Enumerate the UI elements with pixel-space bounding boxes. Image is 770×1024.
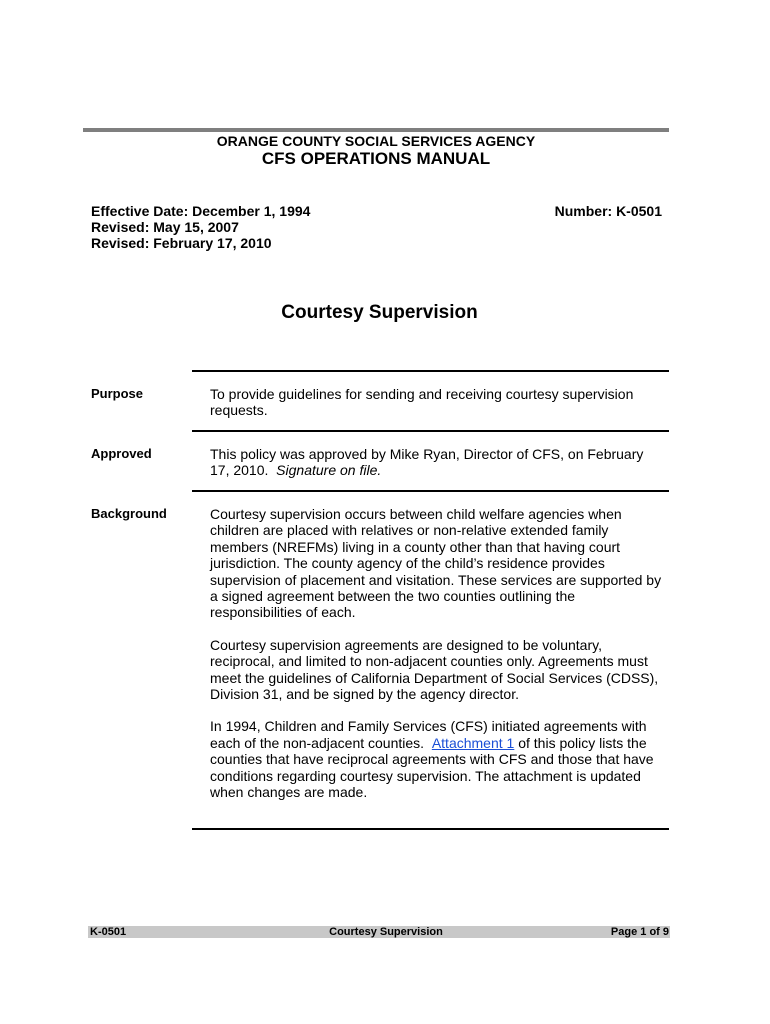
background-label: Background [91,506,167,521]
section-divider [192,430,669,432]
agency-name: ORANGE COUNTY SOCIAL SERVICES AGENCY [216,133,536,149]
revised-date-1: Revised: May 15, 2007 [91,219,239,235]
signature-note: Signature on file. [276,462,382,479]
manual-title: CFS OPERATIONS MANUAL [261,149,491,168]
revised-date-2: Revised: February 17, 2010 [91,235,272,251]
approved-statement: This policy was approved by Mike Ryan, Director of CFS, on February 17, 2010. [210,446,644,479]
background-paragraph-3-start: In 1994, Children and Family Services (CFS) initiated agreements with each of the non-adjacent counties. [210,718,647,751]
approved-paragraph [210,446,665,479]
section-divider [192,370,669,372]
purpose-paragraph: To provide guidelines for sending and receiving courtesy supervision requests. [210,386,634,419]
policy-number: Number: K-0501 [554,203,662,219]
approved-text [210,446,665,479]
effective-date: Effective Date: December 1, 1994 [91,203,311,219]
footer-title: Courtesy Supervision [329,926,443,938]
background-paragraph-3-end: of this policy lists the counties that have reciprocal agreements with CFS and those that have conditions regarding courtesy supervision. The attachment is updated when changes are made. [210,734,654,801]
document-title: Courtesy Supervision [281,302,478,323]
purpose-label: Purpose [91,386,144,401]
attachment-1-link[interactable]: Attachment 1 [431,734,515,751]
header-rule [83,128,669,132]
approved-label: Approved [91,446,152,461]
background-text [210,506,665,801]
background-paragraph-3 [210,718,665,800]
section-divider [192,828,669,830]
footer-policy-number: K-0501 [90,926,127,938]
footer-page-number: Page 1 of 9 [610,926,669,938]
background-paragraph-2: Courtesy supervision agreements are designed to be voluntary, reciprocal, and limited to non-adjacent counties only. Agreements must meet the guidelines of California Department of Social Services (CDSS), Division 31, and be signed by the agency director. [210,636,659,703]
section-divider [192,490,669,492]
purpose-text [210,386,665,419]
background-paragraph-1: Courtesy supervision occurs between child welfare agencies when children are placed with relatives or non-relative extended family members (NREFMs) living in a county other than that having court jurisdiction. The county agency of the child’s residence provides supervision of placement and visitation. These services are supported by a signed agreement between the two counties outlining the responsibilities of each. [210,506,662,621]
